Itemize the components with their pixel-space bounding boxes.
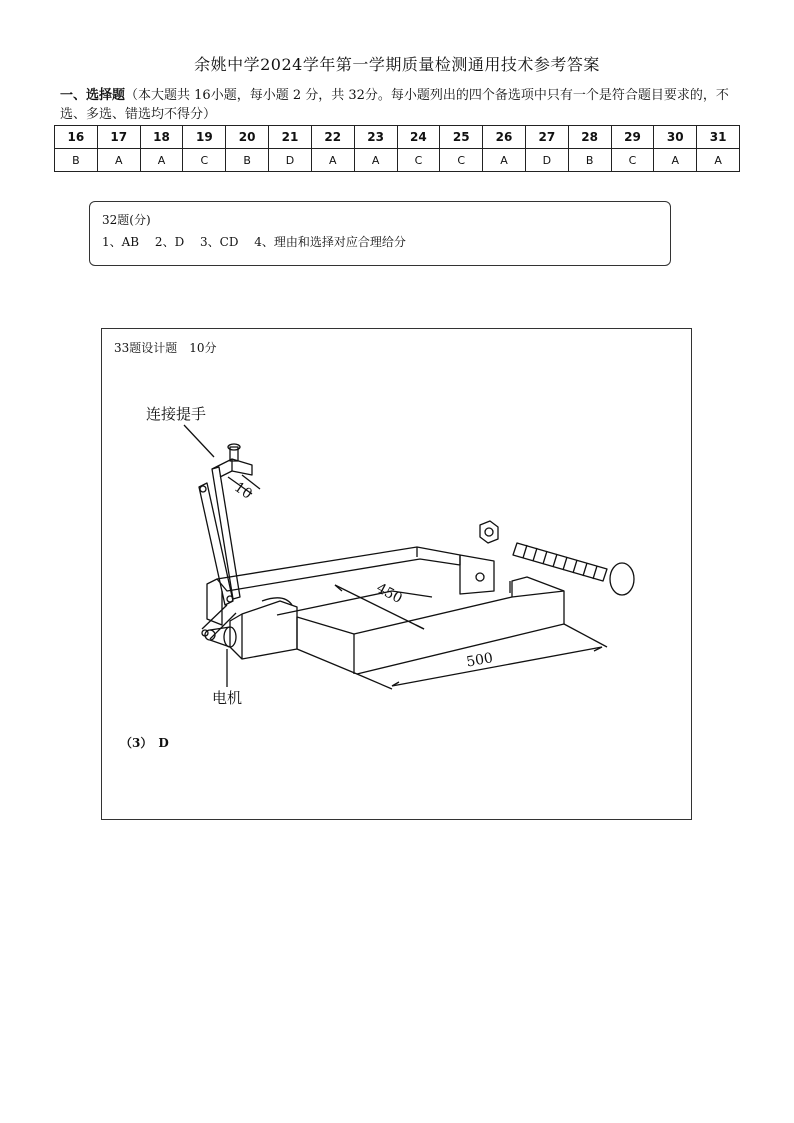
answer-row [55,149,740,172]
answer-cell: C [183,149,226,172]
question-33-header: 33题设计题 10分 [114,341,217,355]
answer-cell: C [397,149,440,172]
question-number: 28 [568,126,611,149]
question-number: 26 [483,126,526,149]
answer-cell: A [97,149,140,172]
question-number: 23 [354,126,397,149]
answer-table [54,125,740,172]
answer-cell: C [611,149,654,172]
label-motor: 电机 [212,689,243,707]
question-32-box [89,201,671,266]
question-number-row [55,126,740,149]
bolt-head [610,563,634,595]
question-number: 17 [97,126,140,149]
answer-cell: C [440,149,483,172]
question-number: 20 [226,126,269,149]
question-number: 29 [611,126,654,149]
page-title: 余姚中学2024学年第一学期质量检测通用技术参考答案 [194,55,600,74]
answer-cell: B [55,149,98,172]
question-number: 31 [697,126,740,149]
dim-500-label: 500 [465,650,495,671]
hex-nut [480,521,498,543]
question-number: 25 [440,126,483,149]
dim-450-label: 450 [373,580,405,607]
answer-cell: B [568,149,611,172]
answer-cell: A [140,149,183,172]
answer-cell: A [697,149,740,172]
question-33-box [101,328,692,820]
answer-cell: A [483,149,526,172]
question-32-answers: 1、AB 2、D 3、CD 4、理由和选择对应合理给分 [102,235,406,249]
answer-cell: B [226,149,269,172]
dim-10-label: 10 [231,479,255,503]
answer-cell: A [354,149,397,172]
section-1-text: （本大题共 16小题，每小题 2 分，共 32分。每小题列出的四个备选项中只有一个是符合题目要求的，不选、多选、错选均不得分） [60,88,729,122]
question-32-header: 32题(分) [102,213,151,227]
answer-cell: D [525,149,568,172]
label-handle: 连接提手 [146,405,207,423]
frame-right-rail [297,577,564,674]
link-arm-lower [199,483,233,605]
question-number: 24 [397,126,440,149]
question-number: 18 [140,126,183,149]
answer-cell: A [311,149,354,172]
motor-block [230,601,297,659]
question-number: 30 [654,126,697,149]
question-number: 21 [269,126,312,149]
question-number: 22 [311,126,354,149]
frame-back-rail [217,547,460,591]
bolt-shank [513,543,607,581]
question-number: 27 [525,126,568,149]
answer-cell: A [654,149,697,172]
section-1-instructions [60,86,750,124]
question-number: 19 [183,126,226,149]
answer-cell: D [269,149,312,172]
section-1-label: 一、选择题 [60,88,126,103]
design-drawing [102,329,691,819]
question-number: 16 [55,126,98,149]
frame-left-rail [207,579,222,625]
question-33-answer: （3） D [120,736,169,750]
